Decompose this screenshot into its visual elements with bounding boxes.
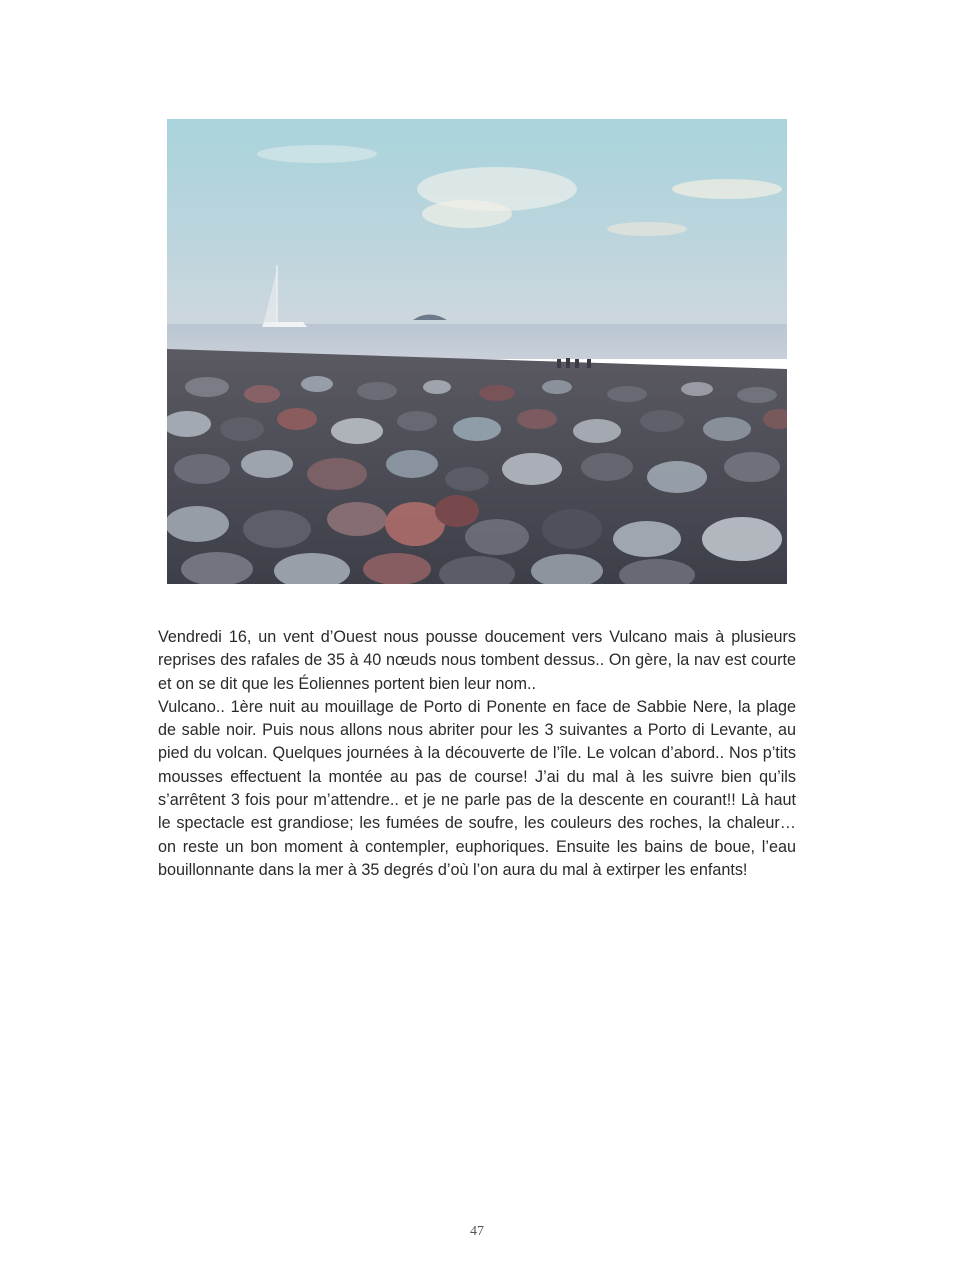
beach-photo	[167, 119, 787, 584]
body-text	[158, 626, 796, 882]
beach-photo-image	[167, 119, 787, 584]
paragraph-1: Vendredi 16, un vent d’Ouest nous pousse doucement vers Vulcano mais à plusieurs reprises des rafales de 35 à 40 nœuds nous tombent dessus.. On gère, la nav est courte et on se dit que les Éoliennes portent bien leur nom..	[158, 628, 796, 693]
page-number: 47	[470, 1224, 484, 1239]
paragraph-2: Vulcano.. 1ère nuit au mouillage de Porto di Ponente en face de Sabbie Nere, la plage de sable noir. Puis nous allons nous abriter pour les 3 suivantes a Porto di Levante, au pied du volcan. Quelques journées à la découverte de l’île. Le volcan d’abord.. Nos p’tits mousses effectuent la montée au pas de course! J’ai du mal à les suivre bien qu’ils s’arrêtent 3 fois pour m’attendre.. et je ne parle pas de la descente en courant!! Là haut le spectacle est grandiose; les fumées de soufre, les couleurs des roches, la chaleur… on reste un bon moment à contempler, euphoriques. Ensuite les bains de boue, l’eau bouillonnante dans la mer à 35 degrés d’où l’on aura du mal à extirper les enfants!	[158, 697, 796, 879]
